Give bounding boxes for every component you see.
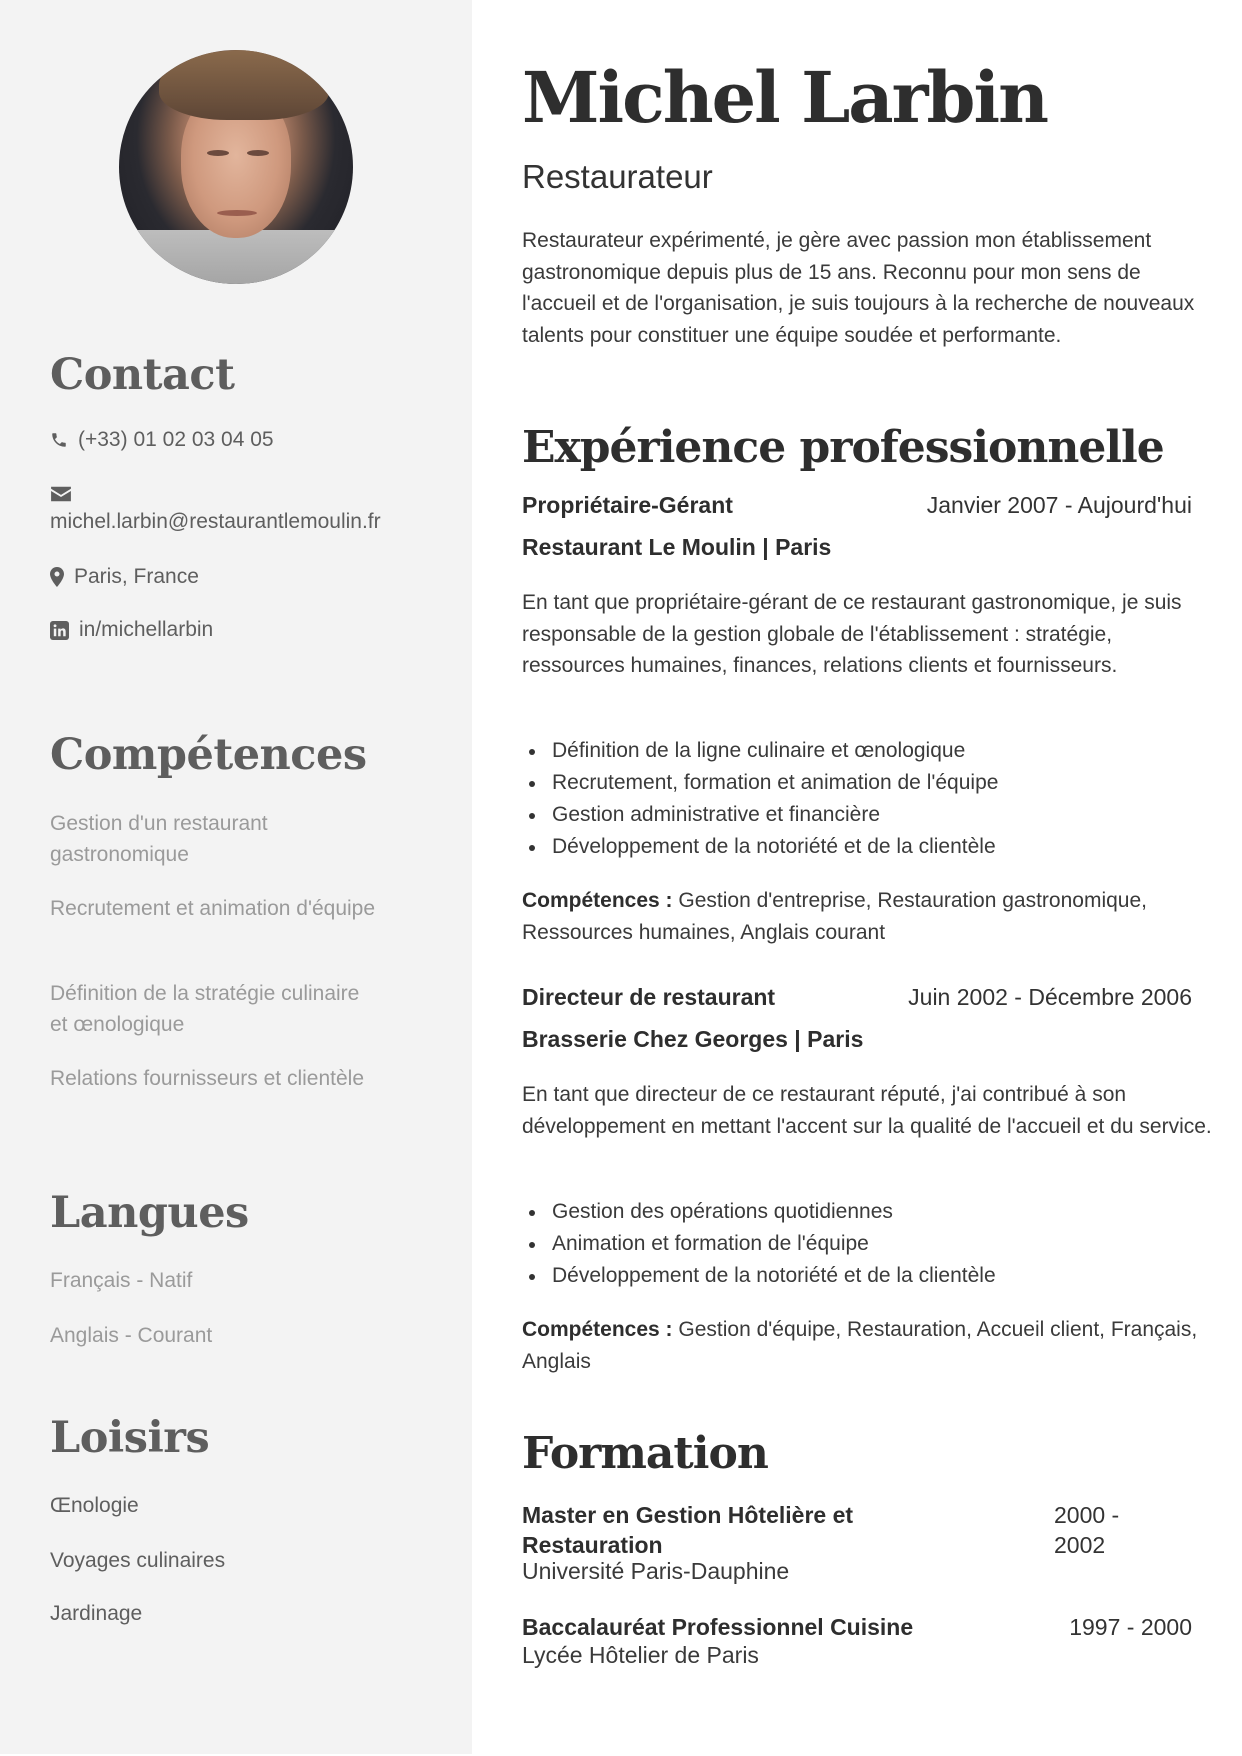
job-description: En tant que propriétaire-gérant de ce restaurant gastronomique, je suis responsable de la gestion globale de l'établissement : stratégie, ressources humaines, finances, relations clients et fournisseurs.: [522, 591, 1182, 677]
job-description: En tant que directeur de ce restaurant réputé, j'ai contribué à son développement en mettant l'accent sur la qualité de l'accueil et du service.: [522, 1083, 1212, 1138]
candidate-role: Restaurateur: [522, 158, 713, 195]
photo-eye-left: [207, 150, 229, 156]
education-school: Université Paris-Dauphine: [522, 1558, 790, 1584]
education-date: 2000 - 2002: [1054, 1502, 1120, 1558]
job-bullet: Animation et formation de l'équipe: [522, 1228, 1212, 1260]
job-skills-label: Compétences :: [522, 1318, 673, 1341]
hobby-item: Œnologie: [50, 1494, 139, 1517]
job-bullet: Recrutement, formation et animation de l'équipe: [522, 767, 1212, 799]
email-link[interactable]: michel.larbin@restaurantlemoulin.fr: [50, 510, 381, 533]
job-title: Directeur de restaurant: [522, 984, 776, 1010]
linkedin-icon: [50, 621, 69, 640]
job-skills-list: Gestion d'équipe, Restauration, Accueil client, Français, Anglais: [522, 1318, 1198, 1373]
linkedin-link[interactable]: in/michellarbin: [79, 618, 214, 641]
contact-linkedin[interactable]: [50, 618, 213, 642]
contact-email-icon-row: [50, 485, 72, 508]
hobby-item: Jardinage: [50, 1602, 143, 1625]
job-bullet: Développement de la notoriété et de la clientèle: [522, 1260, 1212, 1292]
sidebar: [0, 0, 472, 1754]
job-bullet: Gestion des opérations quotidiennes: [522, 1196, 1212, 1228]
profile-summary: Restaurateur expérimenté, je gère avec passion mon établissement gastronomique depuis plus de 15 ans. Reconnu pour mon sens de l'accueil et de l'organisation, je suis toujours à la recherche de nouveaux talents pour constituer une équipe soudée et performante.: [522, 229, 1195, 347]
job-bullet: Développement de la notoriété et de la clientèle: [522, 831, 1212, 863]
envelope-icon: [50, 485, 72, 503]
contact-location: [50, 565, 199, 589]
job-skills: [522, 885, 1212, 948]
job-skills: [522, 1314, 1212, 1377]
main-content: [472, 0, 1242, 1756]
skill-item: Relations fournisseurs et clientèle: [50, 1067, 364, 1090]
education-title: Baccalauréat Professionnel Cuisine: [522, 1614, 914, 1640]
job-date: Janvier 2007 - Aujourd'hui: [926, 492, 1192, 518]
job-date: Juin 2002 - Décembre 2006: [908, 984, 1192, 1010]
language-item: Anglais - Courant: [50, 1324, 213, 1347]
job-bullets: [522, 1196, 1212, 1292]
education-date: 1997 - 2000: [1069, 1614, 1192, 1640]
languages-heading: Langues: [50, 1188, 249, 1238]
location-text: Paris, France: [74, 565, 199, 588]
candidate-name: Michel Larbin: [522, 56, 1047, 139]
job-company: Brasserie Chez Georges | Paris: [522, 1026, 864, 1052]
job-title: Propriétaire-Gérant: [522, 492, 733, 518]
job-bullets: [522, 735, 1212, 863]
contact-phone: [50, 428, 274, 452]
job-skills-label: Compétences :: [522, 889, 673, 912]
education-heading: Formation: [522, 1428, 768, 1479]
skill-item: Gestion d'un restaurant gastronomique: [50, 812, 268, 866]
job-company: Restaurant Le Moulin | Paris: [522, 534, 832, 560]
photo-mouth: [217, 210, 257, 216]
contact-email[interactable]: [50, 510, 381, 534]
hobby-item: Voyages culinaires: [50, 1549, 226, 1572]
job-bullet: Définition de la ligne culinaire et œnologique: [522, 735, 1212, 767]
skill-item: Recrutement et animation d'équipe: [50, 897, 376, 920]
education-school: Lycée Hôtelier de Paris: [522, 1642, 759, 1668]
education-title: Master en Gestion Hôtelière et Restauration: [522, 1502, 854, 1558]
language-item: Français - Natif: [50, 1269, 193, 1292]
phone-icon: [50, 431, 68, 449]
skills-heading: Compétences: [50, 730, 367, 780]
experience-heading: Expérience professionnelle: [522, 422, 1164, 473]
map-marker-icon: [50, 567, 64, 587]
contact-heading: Contact: [50, 350, 235, 400]
job-bullet: Gestion administrative et financière: [522, 799, 1212, 831]
photo-shirt: [119, 230, 353, 284]
photo-eye-right: [247, 150, 269, 156]
skill-item: Définition de la stratégie culinaire et œnologique: [50, 982, 360, 1036]
job-skills-list: Gestion d'entreprise, Restauration gastronomique, Ressources humaines, Anglais courant: [522, 889, 1147, 944]
profile-photo: [119, 50, 353, 284]
photo-hair: [159, 50, 329, 120]
phone-text: (+33) 01 02 03 04 05: [78, 428, 274, 451]
hobbies-heading: Loisirs: [50, 1413, 210, 1463]
